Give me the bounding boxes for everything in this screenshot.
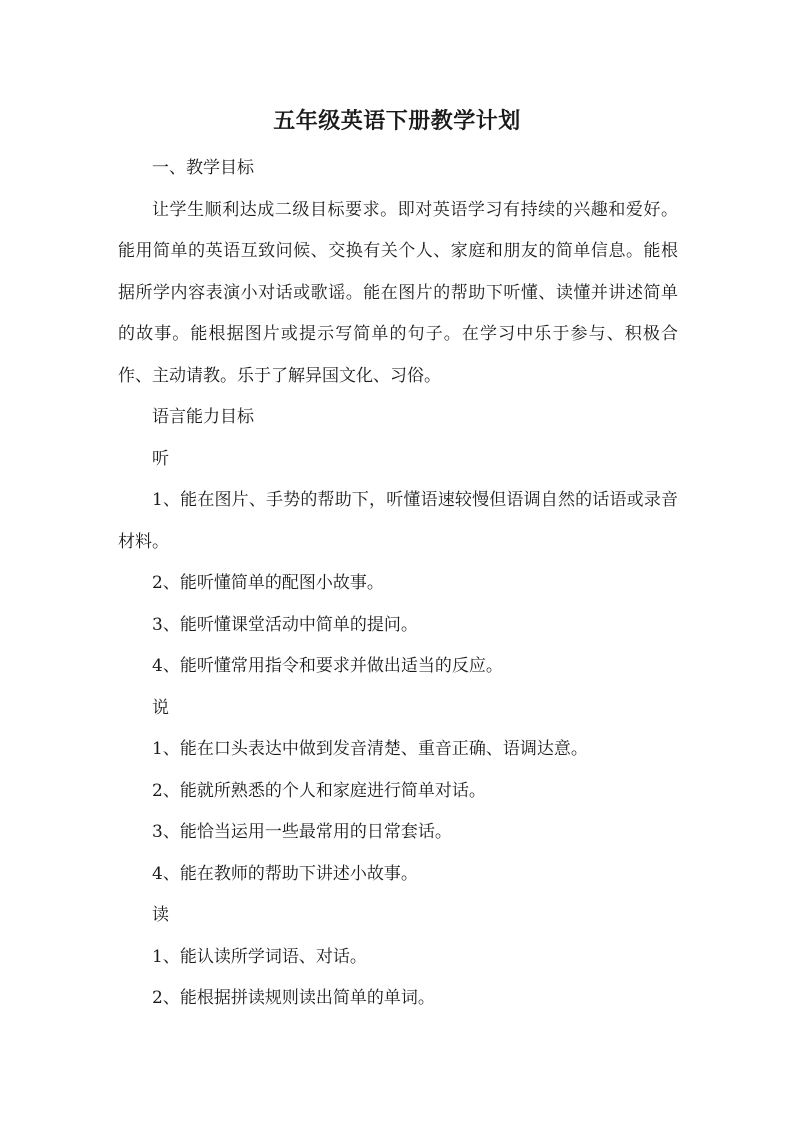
section-heading-language-ability: 语言能力目标 — [152, 407, 254, 427]
speaking-item-1: 1、能在口头表达中做到发音清楚、重音正确、语调达意。 — [152, 739, 588, 759]
subheading-listening: 听 — [152, 448, 169, 469]
subheading-reading: 读 — [152, 905, 169, 925]
document-title: 五年级英语下册教学计划 — [273, 108, 521, 134]
listening-item-3: 3、能听懂课堂活动中简单的提问。 — [152, 614, 418, 635]
paragraph-objectives-summary: 让学生顺利达成二级目标要求。即对英语学习有持续的兴趣和爱好。能用简单的英语互致问候、交换有关个人、家庭和朋友的简单信息。能根据所学内容表演小对话或歌谣。能在图片的帮助下听懂、读懂并讲述简单的故事。能根据图片或提示写简单的句子。在学习中乐于参与、积极合作、主动请教。乐于了解异国文化、习俗。 — [118, 199, 678, 386]
listening-item-4: 4、能听懂常用指令和要求并做出适当的反应。 — [152, 656, 503, 676]
speaking-item-3: 3、能恰当运用一些最常用的日常套话。 — [152, 822, 452, 842]
reading-item-2: 2、能根据拼读规则读出简单的单词。 — [152, 988, 435, 1008]
speaking-item-4: 4、能在教师的帮助下讲述小故事。 — [152, 863, 418, 884]
listening-item-2: 2、能听懂简单的配图小故事。 — [152, 573, 384, 593]
speaking-item-2: 2、能就所熟悉的个人和家庭进行简单对话。 — [152, 780, 486, 801]
subheading-speaking: 说 — [152, 697, 169, 718]
document-body — [118, 148, 678, 1020]
reading-item-1: 1、能认读所学词语、对话。 — [152, 946, 367, 967]
section-heading-objectives: 一、教学目标 — [152, 158, 254, 178]
listening-item-1: 1、能在图片、手势的帮助下，听懂语速较慢但语调自然的话语或录音材料。 — [118, 490, 678, 552]
